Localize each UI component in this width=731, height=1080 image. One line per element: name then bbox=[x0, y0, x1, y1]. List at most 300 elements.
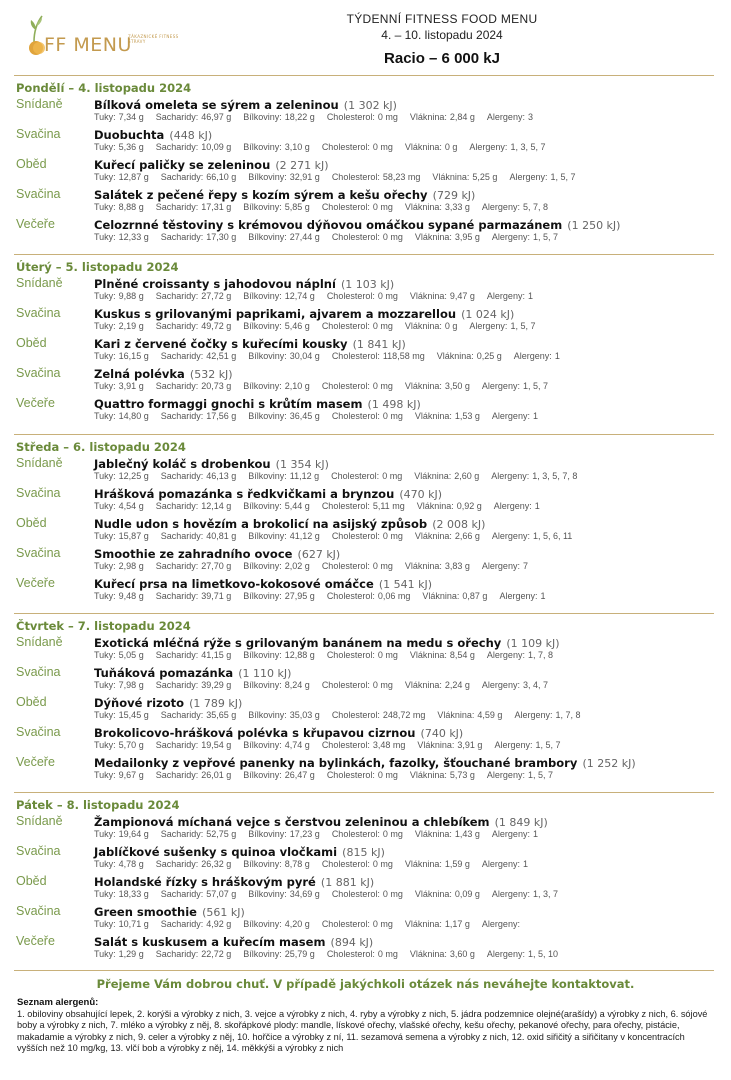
nutrient-value: 20,73 g bbox=[201, 381, 232, 391]
nutrient-cholesterol bbox=[332, 411, 403, 421]
meal-row bbox=[16, 903, 716, 933]
dish-name: Hrášková pomazánka s ředkvičkami a brynzou bbox=[94, 487, 395, 501]
nutrient-label: Tuky: bbox=[94, 381, 116, 391]
nutrient-label: Tuky: bbox=[94, 112, 116, 122]
dish-name: Brokolicovo-hrášková polévka s křupavou cizrnou bbox=[94, 726, 416, 740]
nutrient-fiber bbox=[410, 291, 475, 301]
nutrient-fiber bbox=[415, 531, 480, 541]
dish-energy: (2 271 kJ) bbox=[275, 159, 329, 172]
dish-energy: (1 024 kJ) bbox=[461, 308, 515, 321]
nutrient-label: Sacharidy: bbox=[160, 919, 204, 929]
nutrient-label: Tuky: bbox=[94, 321, 116, 331]
nutrient-carbs bbox=[156, 321, 232, 331]
nutrition-facts bbox=[94, 290, 545, 302]
nutrient-value: 1, 7, 8 bbox=[555, 710, 581, 720]
meal-row bbox=[16, 186, 716, 216]
nutrient-value: 3,91 g bbox=[457, 740, 483, 750]
meal-type: Snídaně bbox=[16, 456, 63, 470]
dish-name: Smoothie ze zahradního ovoce bbox=[94, 547, 293, 561]
nutrient-label: Alergeny: bbox=[481, 561, 520, 571]
section-divider bbox=[14, 75, 714, 76]
meal-row bbox=[16, 515, 716, 545]
nutrient-value: 5,70 g bbox=[118, 740, 144, 750]
allergen-list: 1. obiloviny obsahující lepek, 2. korýši a výrobky z nich, 3. vejce a výrobky z nich, 4. ryby a výrobky z nich, 5. jádra podzemnice olejné(arašídy) a výrobky z nich, 6. sójové boby a výrobky z nich, 7. mléko a výrobky z něj, 8. skořápkové plody: mandle, lískové ořechy, vlašské ořechy, kešu ořechy, pekanové ořechy, para ořechy, pistácie, makadamie a výrobky z nich, 9. celer a výrobky z něj, 10. hořčice a výrobky z ní, 11. sezamová semena a výrobky z nich, 12. oxid siřičitý a siřičitany v koncentracích vyšších než 10 mg/kg, 13. vlčí bob a výrobky z něj, 14. měkkýši a výrobky z nich bbox=[17, 1009, 708, 1054]
nutrient-value: 11,12 g bbox=[289, 471, 320, 481]
nutrient-label: Vláknina: bbox=[417, 740, 455, 750]
meal-type: Oběd bbox=[16, 516, 47, 530]
nutrient-cholesterol bbox=[327, 112, 398, 122]
nutrient-fiber bbox=[410, 949, 475, 959]
nutrient-cholesterol bbox=[332, 172, 421, 182]
dish-energy: (740 kJ) bbox=[420, 727, 464, 740]
nutrient-label: Cholesterol: bbox=[326, 650, 375, 660]
nutrient-fat bbox=[94, 351, 149, 361]
dish-energy: (1 841 kJ) bbox=[352, 338, 406, 351]
section-divider bbox=[14, 613, 714, 614]
nutrient-value: 5,85 g bbox=[284, 202, 310, 212]
nutrient-value: 10,09 g bbox=[201, 142, 232, 152]
nutrient-value: 118,58 mg bbox=[382, 351, 425, 361]
nutrient-value: 12,14 g bbox=[201, 501, 232, 511]
meal-row bbox=[16, 455, 716, 485]
nutrient-value: 1, 7, 8 bbox=[527, 650, 553, 660]
nutrient-label: Bílkoviny: bbox=[248, 471, 287, 481]
nutrient-value: 35,65 g bbox=[206, 710, 237, 720]
nutrient-cholesterol bbox=[322, 321, 393, 331]
dish-energy: (1 252 kJ) bbox=[582, 757, 636, 770]
nutrient-protein bbox=[248, 710, 320, 720]
nutrient-value: 1,59 g bbox=[444, 859, 470, 869]
nutrient-protein bbox=[243, 770, 315, 780]
nutrient-cholesterol bbox=[322, 859, 393, 869]
nutrient-label: Bílkoviny: bbox=[243, 591, 282, 601]
nutrient-label: Bílkoviny: bbox=[243, 202, 282, 212]
nutrient-label: Vláknina: bbox=[404, 202, 442, 212]
nutrient-fat bbox=[94, 501, 144, 511]
nutrient-label: Vláknina: bbox=[404, 381, 442, 391]
nutrient-cholesterol bbox=[332, 889, 403, 899]
nutrient-protein bbox=[243, 321, 310, 331]
nutrient-protein bbox=[243, 949, 315, 959]
nutrient-protein bbox=[248, 351, 320, 361]
meal-type: Večeře bbox=[16, 396, 55, 410]
meal-row bbox=[16, 873, 716, 903]
nutrient-label: Vláknina: bbox=[409, 770, 447, 780]
dish-name: Kuřecí prsa na limetkovo-kokosové omáčce bbox=[94, 577, 374, 591]
meal-type: Večeře bbox=[16, 755, 55, 769]
nutrient-value: 18,22 g bbox=[284, 112, 315, 122]
nutrient-label: Cholesterol: bbox=[331, 232, 380, 242]
nutrient-protein bbox=[243, 680, 310, 690]
nutrient-protein bbox=[243, 591, 315, 601]
nutrition-facts bbox=[94, 410, 550, 422]
nutrient-label: Cholesterol: bbox=[321, 381, 370, 391]
nutrient-value: 1, 5, 10 bbox=[527, 949, 558, 959]
nutrient-label: Cholesterol: bbox=[331, 172, 380, 182]
nutrient-carbs bbox=[161, 351, 237, 361]
nutrient-label: Tuky: bbox=[94, 889, 116, 899]
nutrient-value: 3,60 g bbox=[449, 949, 475, 959]
nutrient-value: 17,31 g bbox=[201, 202, 232, 212]
nutrition-facts bbox=[94, 739, 573, 751]
nutrient-cholesterol bbox=[322, 381, 393, 391]
nutrient-fiber bbox=[417, 501, 482, 511]
nutrient-protein bbox=[243, 859, 310, 869]
nutrient-label: Vláknina: bbox=[432, 172, 470, 182]
nutrient-value: 35,03 g bbox=[289, 710, 320, 720]
nutrient-protein bbox=[243, 202, 310, 212]
nutrient-label: Vláknina: bbox=[404, 142, 442, 152]
nutrient-value: 0,25 g bbox=[476, 351, 502, 361]
nutrient-label: Vláknina: bbox=[416, 501, 454, 511]
nutrient-label: Vláknina: bbox=[409, 291, 447, 301]
nutrient-label: Alergeny: bbox=[491, 889, 530, 899]
nutrient-fat bbox=[94, 202, 144, 212]
nutrient-label: Bílkoviny: bbox=[243, 949, 282, 959]
nutrient-label: Cholesterol: bbox=[326, 591, 375, 601]
nutrient-value: 4,54 g bbox=[118, 501, 144, 511]
nutrient-cholesterol bbox=[331, 471, 402, 481]
nutrient-fat bbox=[94, 650, 144, 660]
nutrient-label: Vláknina: bbox=[404, 680, 442, 690]
nutrient-label: Bílkoviny: bbox=[248, 829, 287, 839]
nutrient-allergens bbox=[487, 949, 558, 959]
meal-row bbox=[16, 843, 716, 873]
nutrient-value: 0 g bbox=[444, 142, 458, 152]
nutrient-value: 0 mg bbox=[382, 829, 403, 839]
meal-row bbox=[16, 545, 716, 575]
nutrient-value: 42,51 g bbox=[206, 351, 237, 361]
nutrient-value: 2,98 g bbox=[118, 561, 144, 571]
nutrient-label: Cholesterol: bbox=[326, 949, 375, 959]
nutrient-carbs bbox=[156, 740, 232, 750]
nutrient-label: Bílkoviny: bbox=[243, 321, 282, 331]
nutrient-cholesterol bbox=[327, 949, 398, 959]
day-section bbox=[16, 439, 716, 605]
nutrient-label: Tuky: bbox=[94, 561, 116, 571]
nutrient-label: Cholesterol: bbox=[331, 710, 380, 720]
nutrient-value: 4,92 g bbox=[206, 919, 232, 929]
nutrient-allergens bbox=[482, 859, 528, 869]
nutrient-value: 1,43 g bbox=[454, 829, 480, 839]
nutrient-value: 27,72 g bbox=[201, 291, 232, 301]
nutrient-value: 3,33 g bbox=[444, 202, 470, 212]
nutrient-label: Vláknina: bbox=[414, 531, 452, 541]
nutrient-label: Bílkoviny: bbox=[248, 531, 287, 541]
nutrient-value: 0 mg bbox=[377, 650, 398, 660]
nutrient-label: Vláknina: bbox=[404, 919, 442, 929]
nutrient-fat bbox=[94, 531, 149, 541]
menu-title: TÝDENNÍ FITNESS FOOD MENU bbox=[346, 12, 538, 26]
meal-row bbox=[16, 275, 716, 305]
nutrient-label: Sacharidy: bbox=[160, 471, 204, 481]
meal-row bbox=[16, 96, 716, 126]
section-divider bbox=[14, 434, 714, 435]
menu-dates: 4. – 10. listopadu 2024 bbox=[381, 28, 503, 42]
nutrient-value: 5,44 g bbox=[284, 501, 310, 511]
nutrition-facts bbox=[94, 590, 557, 602]
nutrient-label: Tuky: bbox=[94, 710, 116, 720]
dish-energy: (729 kJ) bbox=[432, 189, 476, 202]
nutrient-cholesterol bbox=[322, 740, 406, 750]
nutrient-value: 39,29 g bbox=[201, 680, 232, 690]
nutrient-value: 32,91 g bbox=[289, 172, 320, 182]
nutrient-value: 9,48 g bbox=[118, 591, 144, 601]
nutrient-label: Tuky: bbox=[94, 351, 116, 361]
nutrient-label: Tuky: bbox=[94, 172, 116, 182]
meal-type: Svačina bbox=[16, 725, 61, 739]
nutrient-value: 3 bbox=[527, 112, 533, 122]
meal-row bbox=[16, 126, 716, 156]
nutrient-label: Cholesterol: bbox=[321, 561, 370, 571]
nutrient-fat bbox=[94, 919, 149, 929]
nutrient-allergens bbox=[491, 471, 577, 481]
nutrient-label: Alergeny: bbox=[499, 591, 538, 601]
nutrient-label: Bílkoviny: bbox=[248, 232, 287, 242]
nutrient-label: Bílkoviny: bbox=[248, 710, 287, 720]
nutrient-label: Cholesterol: bbox=[321, 740, 370, 750]
meal-row bbox=[16, 395, 716, 425]
nutrient-allergens bbox=[494, 501, 540, 511]
nutrition-facts bbox=[94, 231, 570, 243]
dish-energy: (448 kJ) bbox=[169, 129, 213, 142]
nutrient-label: Bílkoviny: bbox=[243, 142, 282, 152]
nutrient-carbs bbox=[161, 531, 237, 541]
nutrient-value: 12,87 g bbox=[118, 172, 149, 182]
nutrient-value: 1 bbox=[532, 411, 538, 421]
nutrient-label: Vláknina: bbox=[422, 591, 460, 601]
nutrition-facts bbox=[94, 918, 535, 930]
nutrient-label: Sacharidy: bbox=[160, 232, 204, 242]
nutrient-fat bbox=[94, 381, 144, 391]
meal-row bbox=[16, 813, 716, 843]
nutrient-value: 1 bbox=[532, 829, 538, 839]
nutrient-allergens bbox=[487, 770, 553, 780]
nutrient-label: Tuky: bbox=[94, 471, 116, 481]
nutrient-fiber bbox=[414, 471, 479, 481]
nutrient-fat bbox=[94, 949, 144, 959]
nutrient-label: Tuky: bbox=[94, 202, 116, 212]
nutrient-label: Vláknina: bbox=[404, 859, 442, 869]
nutrient-value: 40,81 g bbox=[206, 531, 237, 541]
nutrition-facts bbox=[94, 649, 565, 661]
nutrient-value: 8,78 g bbox=[284, 859, 310, 869]
nutrient-value: 0 mg bbox=[377, 949, 398, 959]
nutrient-value: 0 mg bbox=[372, 142, 393, 152]
meal-row bbox=[16, 754, 716, 784]
nutrient-value: 0 mg bbox=[377, 291, 398, 301]
nutrient-label: Bílkoviny: bbox=[243, 740, 282, 750]
nutrient-value: 1 bbox=[522, 859, 528, 869]
nutrient-label: Cholesterol: bbox=[331, 531, 380, 541]
nutrient-fiber bbox=[405, 859, 470, 869]
meal-type: Snídaně bbox=[16, 276, 63, 290]
nutrient-fat bbox=[94, 770, 144, 780]
nutrient-cholesterol bbox=[332, 829, 403, 839]
nutrient-value: 49,72 g bbox=[201, 321, 232, 331]
nutrient-label: Sacharidy: bbox=[160, 889, 204, 899]
nutrient-fiber bbox=[405, 561, 470, 571]
nutrient-value: 15,45 g bbox=[118, 710, 149, 720]
nutrient-carbs bbox=[156, 859, 232, 869]
nutrient-cholesterol bbox=[332, 710, 426, 720]
nutrient-label: Sacharidy: bbox=[155, 142, 199, 152]
nutrient-fat bbox=[94, 321, 144, 331]
nutrient-value: 3,83 g bbox=[444, 561, 470, 571]
nutrient-label: Cholesterol: bbox=[321, 919, 370, 929]
day-section bbox=[16, 80, 716, 246]
nutrition-facts bbox=[94, 858, 540, 870]
nutrient-fiber bbox=[415, 232, 480, 242]
nutrition-facts bbox=[94, 171, 588, 183]
nutrient-value: 4,59 g bbox=[477, 710, 503, 720]
nutrient-label: Vláknina: bbox=[414, 411, 452, 421]
nutrient-allergens bbox=[469, 142, 545, 152]
nutrient-allergens bbox=[487, 112, 533, 122]
nutrient-label: Bílkoviny: bbox=[243, 291, 282, 301]
nutrient-value: 12,25 g bbox=[118, 471, 149, 481]
nutrient-value: 36,45 g bbox=[289, 411, 320, 421]
nutrient-value: 5,05 g bbox=[118, 650, 144, 660]
nutrient-value: 57,07 g bbox=[206, 889, 237, 899]
nutrient-value: 27,44 g bbox=[289, 232, 320, 242]
nutrient-label: Vláknina: bbox=[414, 829, 452, 839]
nutrient-cholesterol bbox=[332, 531, 403, 541]
nutrient-fat bbox=[94, 859, 144, 869]
nutrient-label: Sacharidy: bbox=[155, 591, 199, 601]
nutrient-value: 46,97 g bbox=[201, 112, 232, 122]
dish-name: Quattro formaggi gnochi s krůtím masem bbox=[94, 397, 363, 411]
meal-type: Oběd bbox=[16, 695, 47, 709]
nutrient-fat bbox=[94, 680, 144, 690]
nutrient-label: Cholesterol: bbox=[321, 321, 370, 331]
nutrient-value: 5,25 g bbox=[472, 172, 498, 182]
nutrient-label: Sacharidy: bbox=[155, 501, 199, 511]
nutrient-protein bbox=[243, 142, 310, 152]
nutrient-label: Sacharidy: bbox=[155, 291, 199, 301]
nutrient-value: 8,24 g bbox=[284, 680, 310, 690]
meal-type: Oběd bbox=[16, 874, 47, 888]
nutrition-facts bbox=[94, 948, 570, 960]
nutrient-label: Bílkoviny: bbox=[243, 859, 282, 869]
nutrient-label: Bílkoviny: bbox=[243, 561, 282, 571]
nutrient-protein bbox=[243, 291, 315, 301]
nutrition-facts bbox=[94, 709, 593, 721]
meal-type: Oběd bbox=[16, 336, 47, 350]
nutrient-value: 1 bbox=[540, 591, 546, 601]
nutrient-label: Sacharidy: bbox=[155, 680, 199, 690]
nutrient-value: 0 mg bbox=[377, 770, 398, 780]
nutrient-value: 39,71 g bbox=[201, 591, 232, 601]
nutrient-value: 5, 7, 8 bbox=[522, 202, 548, 212]
meal-type: Svačina bbox=[16, 366, 61, 380]
nutrient-allergens bbox=[492, 232, 558, 242]
nutrient-value: 7,34 g bbox=[118, 112, 144, 122]
nutrient-label: Alergeny: bbox=[486, 291, 525, 301]
logo-tagline: ZÁKAZNICKÉ FITNESS STRAVY bbox=[128, 34, 179, 44]
section-divider bbox=[14, 792, 714, 793]
nutrient-value: 9,67 g bbox=[118, 770, 144, 780]
nutrient-label: Vláknina: bbox=[437, 710, 475, 720]
nutrient-protein bbox=[243, 650, 315, 660]
nutrient-value: 3, 4, 7 bbox=[522, 680, 548, 690]
nutrient-value: 26,01 g bbox=[201, 770, 232, 780]
nutrient-allergens bbox=[482, 381, 548, 391]
nutrient-value: 0 mg bbox=[372, 859, 393, 869]
nutrient-label: Sacharidy: bbox=[155, 949, 199, 959]
nutrient-value: 0 g bbox=[444, 321, 458, 331]
nutrient-value: 15,87 g bbox=[118, 531, 149, 541]
nutrient-carbs bbox=[156, 202, 232, 212]
nutrient-label: Alergeny: bbox=[481, 202, 520, 212]
nutrient-label: Vláknina: bbox=[436, 351, 474, 361]
nutrient-allergens bbox=[482, 680, 548, 690]
dish-energy: (894 kJ) bbox=[330, 936, 374, 949]
dish-name: Medailonky z vepřové panenky na bylinkách, fazolky, šťouchané brambory bbox=[94, 756, 578, 770]
dish-energy: (627 kJ) bbox=[297, 548, 341, 561]
dish-name: Dýňové rizoto bbox=[94, 696, 185, 710]
nutrient-fat bbox=[94, 561, 144, 571]
nutrition-facts bbox=[94, 141, 557, 153]
nutrient-carbs bbox=[161, 471, 237, 481]
dish-energy: (1 354 kJ) bbox=[275, 458, 329, 471]
nutrient-value: 1, 5, 7 bbox=[510, 321, 536, 331]
nutrient-carbs bbox=[161, 172, 237, 182]
nutrient-label: Tuky: bbox=[94, 680, 116, 690]
nutrient-label: Alergeny: bbox=[491, 531, 530, 541]
dish-name: Holandské řízky s hráškovým pyré bbox=[94, 875, 316, 889]
meal-row bbox=[16, 575, 716, 605]
nutrient-carbs bbox=[161, 919, 232, 929]
nutrient-fiber bbox=[405, 680, 470, 690]
nutrient-label: Tuky: bbox=[94, 740, 116, 750]
dish-name: Nudle udon s hovězím a brokolicí na asijský způsob bbox=[94, 517, 428, 531]
nutrient-fiber bbox=[405, 202, 470, 212]
meal-row bbox=[16, 365, 716, 395]
meal-row bbox=[16, 634, 716, 664]
nutrient-label: Tuky: bbox=[94, 531, 116, 541]
nutrient-label: Bílkoviny: bbox=[248, 172, 287, 182]
nutrient-value: 1 bbox=[534, 501, 540, 511]
nutrient-allergens bbox=[509, 172, 575, 182]
nutrient-value: 3,10 g bbox=[284, 142, 310, 152]
nutrient-label: Alergeny: bbox=[509, 172, 548, 182]
nutrient-value: 0 mg bbox=[372, 202, 393, 212]
nutrient-label: Alergeny: bbox=[481, 680, 520, 690]
dish-name: Exotická mléčná rýže s grilovaným banánem na medu s ořechy bbox=[94, 636, 502, 650]
day-title: Čtvrtek – 7. listopadu 2024 bbox=[16, 619, 191, 633]
nutrient-fiber bbox=[415, 829, 480, 839]
nutrient-value: 9,88 g bbox=[118, 291, 144, 301]
nutrient-value: 1, 3, 5, 7, 8 bbox=[532, 471, 578, 481]
nutrient-value: 1, 3, 7 bbox=[532, 889, 558, 899]
nutrient-value: 18,33 g bbox=[118, 889, 149, 899]
nutrient-allergens bbox=[492, 531, 572, 541]
nutrient-value: 12,88 g bbox=[284, 650, 315, 660]
dish-energy: (815 kJ) bbox=[342, 846, 385, 859]
nutrient-protein bbox=[248, 172, 320, 182]
dish-name: Zelná polévka bbox=[94, 367, 185, 381]
day-title: Středa – 6. listopadu 2024 bbox=[16, 440, 186, 454]
section-divider bbox=[14, 254, 714, 255]
nutrient-fiber bbox=[422, 591, 487, 601]
nutrient-carbs bbox=[156, 949, 232, 959]
nutrient-value: 0 mg bbox=[382, 889, 403, 899]
nutrient-value: 17,30 g bbox=[206, 232, 237, 242]
meal-row bbox=[16, 216, 716, 246]
nutrient-fat bbox=[94, 142, 144, 152]
nutrient-value: 1, 5, 6, 11 bbox=[532, 531, 573, 541]
